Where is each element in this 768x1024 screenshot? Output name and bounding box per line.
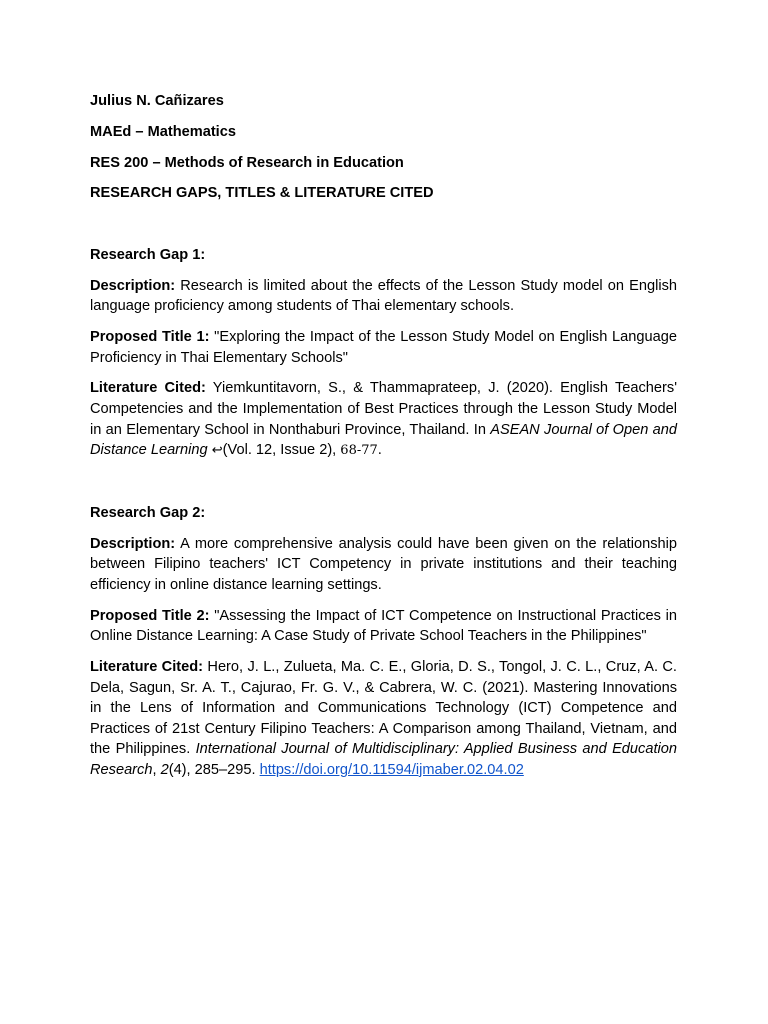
author-name: Julius N. Cañizares — [90, 93, 224, 109]
proposed-title-label: Proposed Title 2: — [90, 607, 210, 624]
proposed-title-text: "Assessing the Impact of ICT Competence on Instructional Practices in Online Distance Learning: A Case Study of Private School Teachers in the Philippines" — [90, 607, 677, 645]
description-label: Description: — [90, 277, 176, 294]
literature-text: Hero, J. L., Zulueta, Ma. C. E., Gloria, D. S., Tongol, J. C. L., Cruz, A. C. Dela, Sagun, Sr. A. T., Cajurao, Fr. G. V., & Cabrera, W. C. (2021). Mastering Innovations in the Lens of Information and Communications Technology (ICT) Competence and Practices of 21st Century Filipino Teachers: A Comparison among Thailand, Vietnam, and the Philippines. — [90, 658, 677, 758]
document-body — [90, 91, 677, 791]
journal-name: International Journal of Multidisciplinary: Applied Business and Education Research — [90, 741, 677, 778]
doi-link[interactable]: https://doi.org/10.11594/ijmaber.02.04.02 — [259, 761, 524, 778]
literature-cited — [90, 378, 677, 461]
course-name: RES 200 – Methods of Research in Education — [90, 154, 404, 171]
literature-text: Yiemkuntitavorn, S., & Thammaprateep, J. (2020). English Teachers' Competencies and the Implementation of Best Practices through the Lesson Study Model in an Elementary School in Nonthaburi Province, Thailand. In — [90, 380, 677, 438]
description-text: Research is limited about the effects of the Lesson Study model on English language proficiency among students of Thai elementary schools. — [90, 277, 677, 315]
document-title: RESEARCH GAPS, TITLES & LITERATURE CITED — [90, 185, 434, 202]
proposed-title — [90, 327, 677, 368]
description-label: Description: — [90, 535, 176, 552]
literature-volume: (Vol. 12, Issue 2), — [222, 442, 341, 459]
literature-pages: 68-77. — [340, 443, 382, 459]
literature-label: Literature Cited: — [90, 380, 206, 397]
section-spacer — [90, 472, 677, 503]
journal-name: ASEAN Journal of Open and Distance Learning — [90, 421, 678, 459]
gap-description — [90, 534, 677, 596]
return-arrow-icon: ↩ — [207, 443, 223, 459]
research-gap-2 — [90, 503, 677, 781]
research-gap-1 — [90, 245, 677, 462]
gap-description — [90, 276, 677, 317]
description-text: A more comprehensive analysis could have been given on the relationship between Filipino teachers' ICT Competency in private institutions and their teaching efficiency in online distance learning settings. — [90, 535, 677, 593]
literature-label: Literature Cited: — [90, 658, 204, 675]
literature-volume: 2 — [160, 761, 169, 778]
proposed-title — [90, 606, 677, 647]
program-name: MAEd – Mathematics — [90, 123, 236, 140]
literature-cited — [90, 657, 677, 781]
gap-heading: Research Gap 2: — [90, 505, 206, 522]
gap-heading: Research Gap 1: — [90, 247, 206, 264]
proposed-title-text: "Exploring the Impact of the Lesson Study Model on English Language Proficiency in Thai Elementary Schools" — [90, 329, 677, 366]
literature-separator: , — [152, 761, 161, 778]
literature-issue-pages: (4), 285–295. — [168, 761, 256, 778]
proposed-title-label: Proposed Title 1: — [90, 329, 210, 346]
section-spacer — [90, 214, 677, 245]
